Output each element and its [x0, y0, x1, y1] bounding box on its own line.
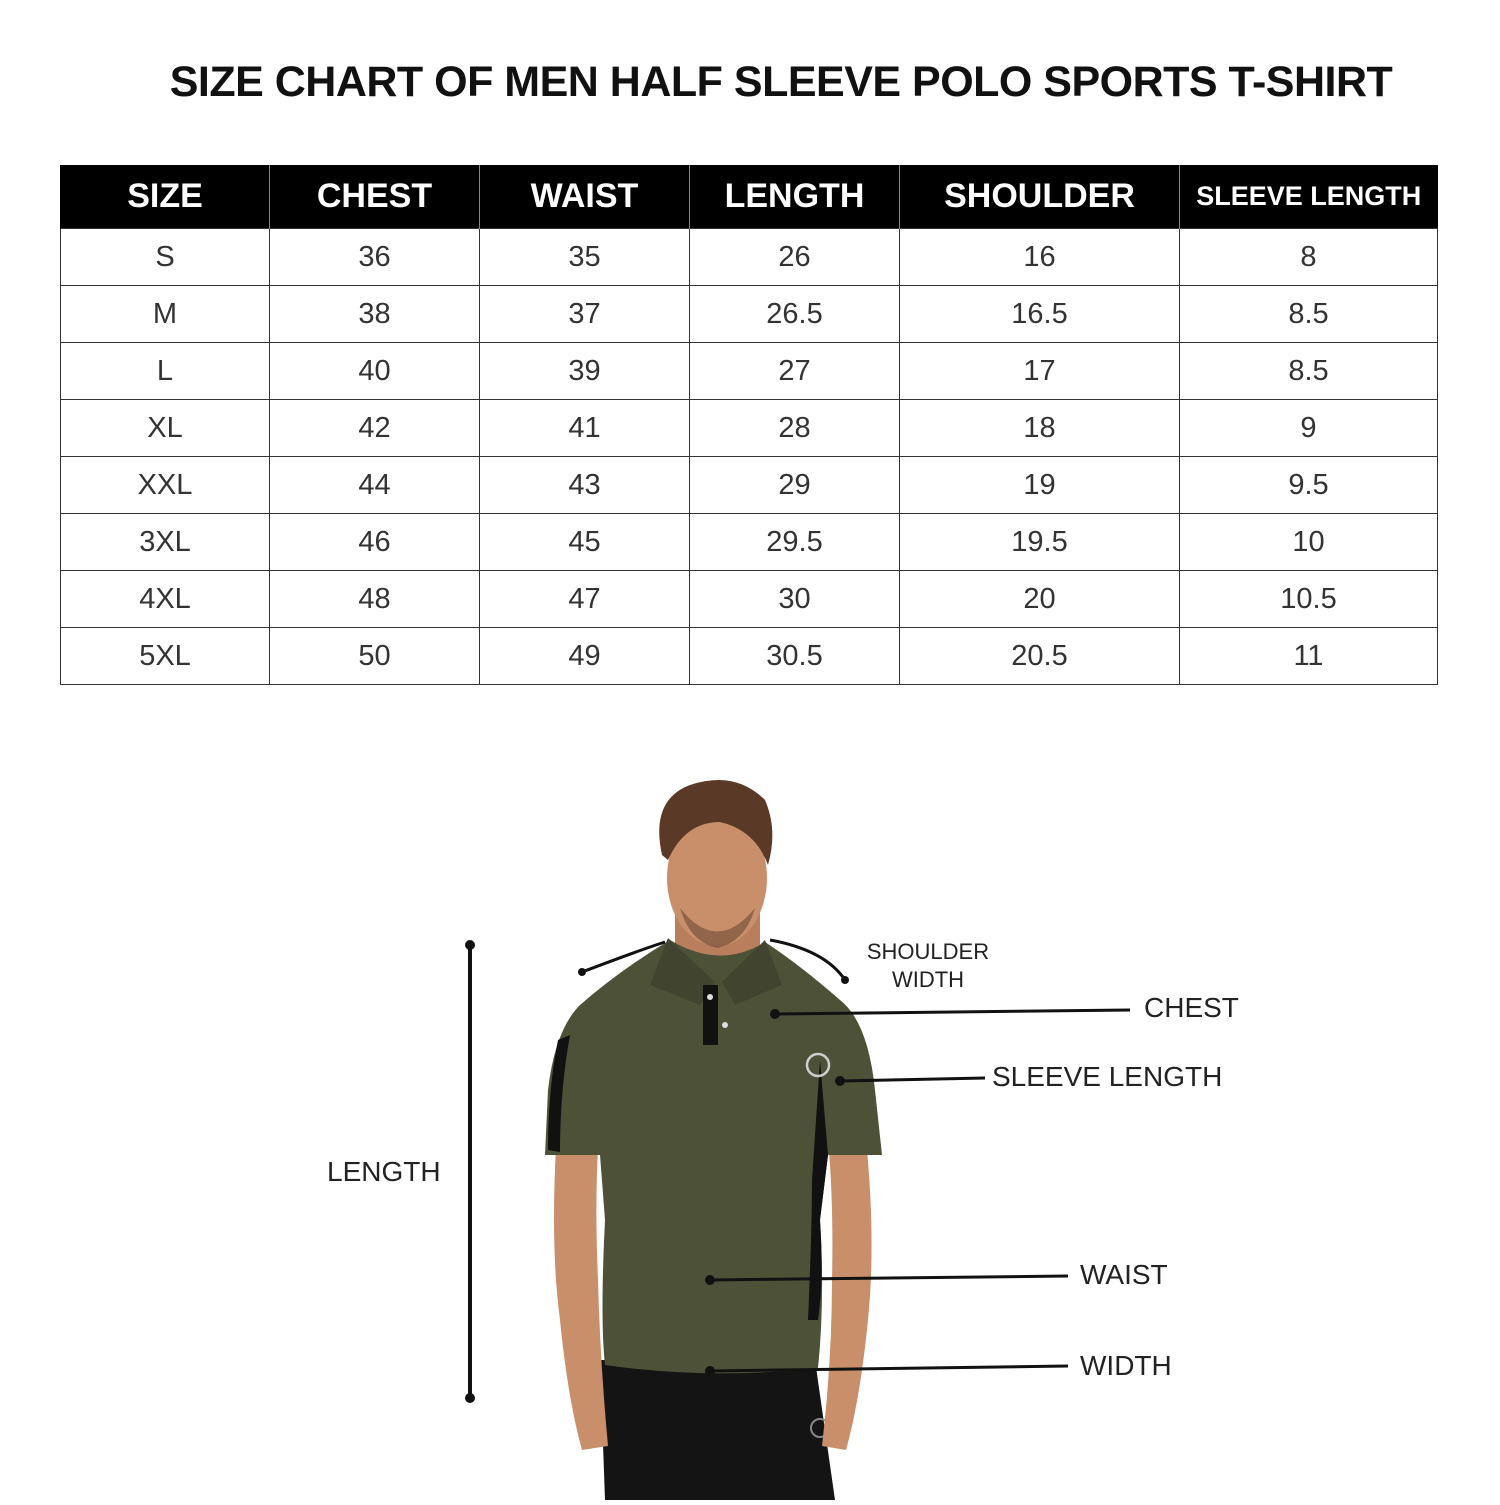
- table-row: [61, 400, 1438, 457]
- chest-line: [775, 1010, 1130, 1014]
- table-cell: 9.5: [1180, 457, 1438, 514]
- length-line-top-marker: [465, 940, 475, 950]
- table-row: [61, 343, 1438, 400]
- length-line-bottom-marker: [465, 1393, 475, 1403]
- table-cell: L: [61, 343, 270, 400]
- table-cell: 5XL: [61, 628, 270, 685]
- table-cell: 48: [270, 571, 480, 628]
- column-header-shoulder: SHOULDER: [900, 165, 1180, 229]
- column-header-chest: CHEST: [270, 165, 480, 229]
- table-cell: 27: [690, 343, 900, 400]
- label-shoulder-width: [858, 938, 998, 994]
- table-cell: 17: [900, 343, 1180, 400]
- table-cell: 37: [480, 286, 690, 343]
- shoulder-arc-left: [582, 942, 665, 972]
- table-row: [61, 229, 1438, 286]
- column-header-sleeve-length: SLEEVE LENGTH: [1180, 165, 1438, 229]
- table-row: [61, 286, 1438, 343]
- table-cell: 49: [480, 628, 690, 685]
- label-chest: CHEST: [1144, 992, 1239, 1023]
- label-waist: WAIST: [1080, 1259, 1168, 1290]
- table-cell: 16.5: [900, 286, 1180, 343]
- table-cell: XL: [61, 400, 270, 457]
- table-cell: 20: [900, 571, 1180, 628]
- table-header-row: [61, 165, 1438, 229]
- table-cell: 29: [690, 457, 900, 514]
- shoulder-arc-right: [770, 940, 845, 980]
- label-width: WIDTH: [1080, 1350, 1172, 1381]
- label-length: LENGTH: [327, 1156, 441, 1187]
- table-cell: 36: [270, 229, 480, 286]
- table-cell: XXL: [61, 457, 270, 514]
- table-cell: 46: [270, 514, 480, 571]
- table-cell: 19: [900, 457, 1180, 514]
- table-row: [61, 571, 1438, 628]
- table-cell: M: [61, 286, 270, 343]
- table-cell: 41: [480, 400, 690, 457]
- table-cell: 20.5: [900, 628, 1180, 685]
- measurement-diagram: [0, 760, 1500, 1500]
- table-cell: 11: [1180, 628, 1438, 685]
- column-header-size: SIZE: [61, 165, 270, 229]
- size-table: [60, 165, 1438, 685]
- table-cell: 18: [900, 400, 1180, 457]
- table-cell: 4XL: [61, 571, 270, 628]
- label-shoulder-line2: WIDTH: [891, 967, 965, 992]
- table-cell: 8.5: [1180, 286, 1438, 343]
- table-cell: 26: [690, 229, 900, 286]
- table-cell: 39: [480, 343, 690, 400]
- table-cell: 40: [270, 343, 480, 400]
- table-cell: 8: [1180, 229, 1438, 286]
- measurement-lines: [0, 760, 1500, 1500]
- table-row: [61, 514, 1438, 571]
- table-cell: 45: [480, 514, 690, 571]
- table-cell: 8.5: [1180, 343, 1438, 400]
- table-cell: 29.5: [690, 514, 900, 571]
- sleeve-line: [840, 1078, 985, 1081]
- table-cell: 10: [1180, 514, 1438, 571]
- width-line: [710, 1366, 1068, 1371]
- table-cell: 26.5: [690, 286, 900, 343]
- table-cell: 43: [480, 457, 690, 514]
- table-cell: 38: [270, 286, 480, 343]
- table-cell: 30: [690, 571, 900, 628]
- page-title: SIZE CHART OF MEN HALF SLEEVE POLO SPORTS T-SHIRT: [169, 58, 1393, 106]
- table-cell: 19.5: [900, 514, 1180, 571]
- table-row: [61, 457, 1438, 514]
- table-cell: 3XL: [61, 514, 270, 571]
- waist-line: [710, 1276, 1068, 1280]
- table-cell: 47: [480, 571, 690, 628]
- table-row: [61, 628, 1438, 685]
- column-header-length: LENGTH: [690, 165, 900, 229]
- table-cell: 50: [270, 628, 480, 685]
- label-shoulder-line1: SHOULDER: [866, 939, 990, 964]
- table-cell: 9: [1180, 400, 1438, 457]
- table-cell: 44: [270, 457, 480, 514]
- table-cell: 28: [690, 400, 900, 457]
- table-cell: 42: [270, 400, 480, 457]
- label-sleeve-length: SLEEVE LENGTH: [992, 1061, 1223, 1092]
- table-cell: 10.5: [1180, 571, 1438, 628]
- column-header-waist: WAIST: [480, 165, 690, 229]
- table-cell: 16: [900, 229, 1180, 286]
- table-cell: 35: [480, 229, 690, 286]
- table-cell: S: [61, 229, 270, 286]
- table-cell: 30.5: [690, 628, 900, 685]
